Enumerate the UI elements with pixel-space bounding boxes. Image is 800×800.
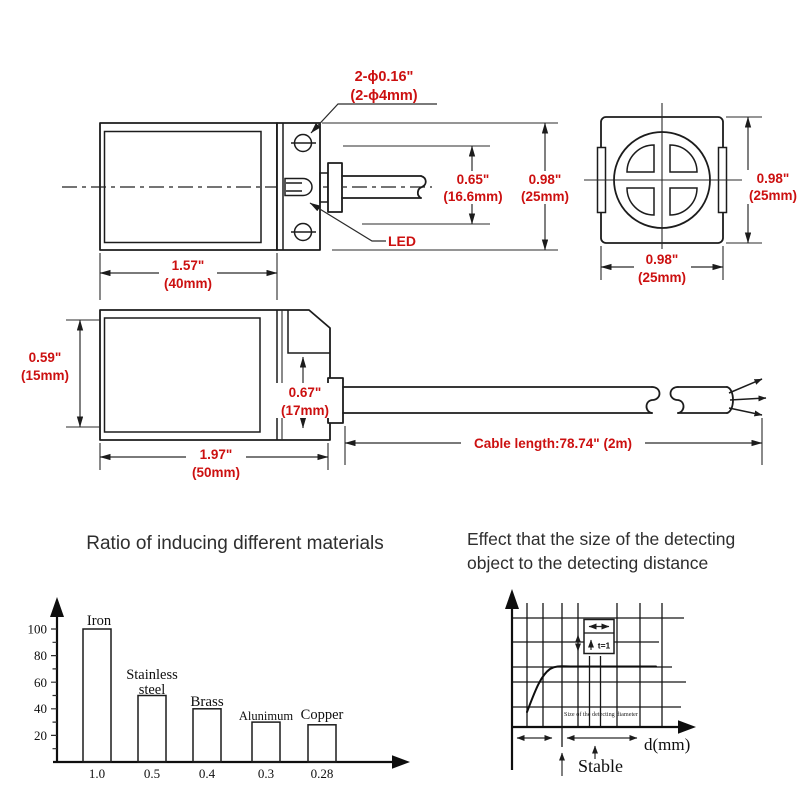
xtick-4: 0.3: [257, 766, 275, 781]
bar-stainless-steel: [138, 696, 166, 763]
top-cable-break-right: [670, 387, 683, 413]
wire-1: [729, 379, 762, 393]
holes-note-line1: 2-ϕ0.16": [354, 69, 414, 85]
dim-side-height-in: 0.98": [528, 172, 562, 187]
top-cable-lines-2: [678, 387, 727, 413]
dim-inner-height-mm: (16.6mm): [443, 189, 503, 204]
bar-label-brass: Brass: [190, 694, 224, 710]
line-chart-title-1: Effect that the size of the detecting: [467, 529, 736, 549]
ytick-100: 100: [27, 621, 47, 637]
x-axis-arrowhead: [392, 755, 410, 769]
top-cable-break-left: [646, 387, 659, 413]
sensor-front-view: [584, 103, 742, 259]
bar-brass: [193, 709, 221, 762]
x-axis-label: d(mm): [644, 735, 691, 754]
sensor-side-view: [62, 123, 432, 250]
dim-front-height-mm: (25mm): [748, 188, 798, 203]
top-cable-lines-1: [343, 387, 652, 413]
dim-head-height-in: 0.67": [288, 385, 322, 400]
wire-3: [729, 408, 762, 415]
object-thickness-label: t=1: [597, 640, 611, 651]
distance-curve: [527, 666, 656, 712]
y-axis-arrowhead: [50, 597, 64, 617]
bar-label-aluminum: Alunimum: [238, 709, 294, 723]
bar-label-stainless: Stainless: [126, 667, 178, 683]
wire-2: [730, 398, 766, 400]
detecting-distance-chart: [467, 529, 735, 776]
bar-iron: [83, 629, 111, 762]
object-size-inset: [578, 620, 614, 654]
curve-note: Size of the detecting diameter: [564, 712, 636, 718]
dim-head-height-mm: (17mm): [280, 403, 330, 418]
holes-leader-line: [311, 104, 437, 133]
dim-top-height-mm: (15mm): [20, 368, 70, 383]
line-chart-title-2: object to the detecting distance: [467, 553, 709, 573]
dim-inner-height-in: 0.65": [456, 172, 490, 187]
dim-front-width-mm: (25mm): [637, 270, 687, 285]
line-x-arrowhead: [678, 720, 696, 734]
xtick-2: 0.5: [143, 766, 161, 781]
bar-chart-title: Ratio of inducing different materials: [86, 533, 384, 554]
ytick-20: 20: [34, 728, 47, 743]
stable-label: Stable: [578, 756, 623, 776]
dim-front-width-in: 0.98": [645, 252, 679, 267]
bar-label-steel: steel: [138, 682, 166, 698]
stable-region-annotations: [517, 727, 690, 776]
bar-label-iron: Iron: [86, 613, 112, 629]
ytick-60: 60: [34, 675, 47, 690]
holes-note-line2: (2-ϕ4mm): [350, 88, 418, 104]
ytick-40: 40: [34, 701, 47, 716]
dim-side-height-mm: (25mm): [520, 189, 570, 204]
dim-top-height-in: 0.59": [28, 350, 62, 365]
dim-front-height-in: 0.98": [756, 171, 790, 186]
led-label: LED: [388, 233, 416, 249]
bar-label-copper: Copper: [300, 707, 344, 723]
sensor-top-view: [100, 310, 766, 440]
xtick-3: 0.4: [198, 766, 216, 781]
line-y-arrowhead: [505, 589, 519, 609]
dim-side-width-in: 1.57": [171, 258, 205, 273]
xtick-5: 0.28: [310, 766, 334, 781]
ytick-80: 80: [34, 648, 47, 663]
bar-copper: [308, 725, 336, 762]
dim-side-width-mm: (40mm): [163, 276, 213, 291]
bar-aluminum: [252, 722, 280, 762]
top-body-outline: [100, 310, 330, 440]
led-lens-shape: [285, 179, 312, 196]
dim-top-length-in: 1.97": [199, 447, 233, 462]
led-leader-line: [310, 203, 386, 241]
cable-flange: [328, 163, 342, 212]
materials-bar-chart: [28, 533, 411, 781]
dim-top-length-mm: (50mm): [191, 465, 241, 480]
xtick-1: 1.0: [88, 766, 106, 781]
dim-cable-length: Cable length:78.74" (2m): [474, 436, 632, 451]
